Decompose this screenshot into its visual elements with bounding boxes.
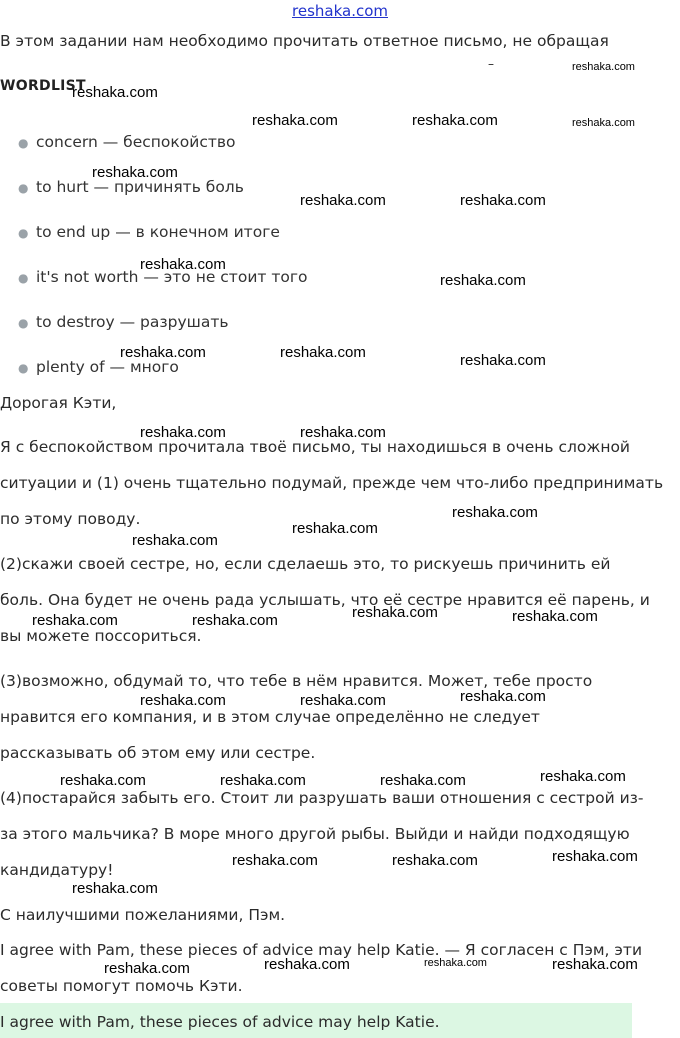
bullet-icon: ● [18,271,29,285]
watermark: reshaka.com [60,772,146,789]
list-item: ● concern — беспокойство [18,133,236,151]
watermark: reshaka.com [132,532,218,549]
intro-text: В этом задании нам необходимо прочитать ответное письмо, не обращая [0,32,609,50]
list-item: ● to hurt — причинять боль [18,178,244,196]
watermark: reshaka.com [32,612,118,629]
letter-line: (4)постарайся забыть его. Стоит ли разрушать ваши отношения с сестрой из- [0,789,644,807]
conclusion-line: I agree with Pam, these pieces of advice may help Katie. — Я согласен с Пэм, эти [0,941,643,959]
letter-line: Я с беспокойством прочитала твоё письмо, ты находишься в очень сложной [0,438,631,456]
watermark: reshaka.com [300,424,386,441]
list-item: ● to destroy — разрушать [18,313,229,331]
watermark: reshaka.com [352,604,438,621]
bullet-icon: ● [18,136,29,150]
letter-line: рассказывать об этом ему или сестре. [0,744,316,762]
letter-line: вы можете поссориться. [0,627,202,645]
list-item: ● plenty of — много [18,358,179,376]
watermark: reshaka.com [460,688,546,705]
watermark: reshaka.com [232,852,318,869]
list-item: ● to end up — в конечном итоге [18,223,280,241]
watermark: reshaka.com [412,112,498,129]
watermark: reshaka.com [300,192,386,209]
letter-line: (2)скажи своей сестре, но, если сделаешь это, то рискуешь причинить ей [0,555,611,573]
watermark: reshaka.com [424,957,487,969]
watermark: reshaka.com [252,112,338,129]
list-item: ● it's not worth — это не стоит того [18,268,308,286]
watermark: reshaka.com [140,424,226,441]
watermark: reshaka.com [140,256,226,273]
letter-line: нравится его компания, и в этом случае определённо не следует [0,708,540,726]
watermark: reshaka.com [264,956,350,973]
letter-greeting: Дорогая Кэти, [0,394,117,412]
bullet-icon: ● [18,181,29,195]
letter-line: боль. Она будет не очень рада услышать, что её сестре нравится её парень, и [0,591,650,609]
watermark: reshaka.com [72,880,158,897]
letter-line: кандидатуру! [0,861,114,879]
answer-text: I agree with Pam, these pieces of advice may help Katie. [0,1013,440,1031]
watermark: reshaka.com [572,61,635,73]
watermark: reshaka.com [440,272,526,289]
watermark: reshaka.com [120,344,206,361]
letter-line: по этому поводу. [0,510,141,528]
watermark: reshaka.com [280,344,366,361]
watermark: reshaka.com [540,768,626,785]
watermark: reshaka.com [452,504,538,521]
watermark: reshaka.com [572,117,635,129]
watermark: reshaka.com [552,848,638,865]
watermark: reshaka.com [460,192,546,209]
watermark: reshaka.com [392,852,478,869]
watermark: reshaka.com [72,84,158,101]
bullet-icon: ● [18,316,29,330]
watermark: reshaka.com [552,956,638,973]
letter-line: (3)возможно, обдумай то, что тебе в нём нравится. Может, тебе просто [0,672,593,690]
wordlist-title: WORDLIST [0,78,86,94]
conclusion-line: советы помогут помочь Кэти. [0,977,243,995]
letter-signoff: С наилучшими пожеланиями, Пэм. [0,906,286,924]
watermark: reshaka.com [460,352,546,369]
watermark: reshaka.com [104,960,190,977]
watermark: reshaka.com [192,612,278,629]
watermark: reshaka.com [292,520,378,537]
letter-line: за этого мальчика? В море много другой рыбы. Выйди и найди подходящую [0,825,630,843]
watermark: reshaka.com [220,772,306,789]
letter-line: ситуации и (1) очень тщательно подумай, прежде чем что-либо предпринимать [0,474,664,492]
bullet-icon: ● [18,226,29,240]
watermark: reshaka.com [140,692,226,709]
bullet-icon: ● [18,361,29,375]
watermark: reshaka.com [512,608,598,625]
dash-mark: – [488,57,494,71]
watermark: reshaka.com [380,772,466,789]
watermark: reshaka.com [300,692,386,709]
site-link[interactable]: reshaka.com [292,2,388,20]
watermark: reshaka.com [92,164,178,181]
